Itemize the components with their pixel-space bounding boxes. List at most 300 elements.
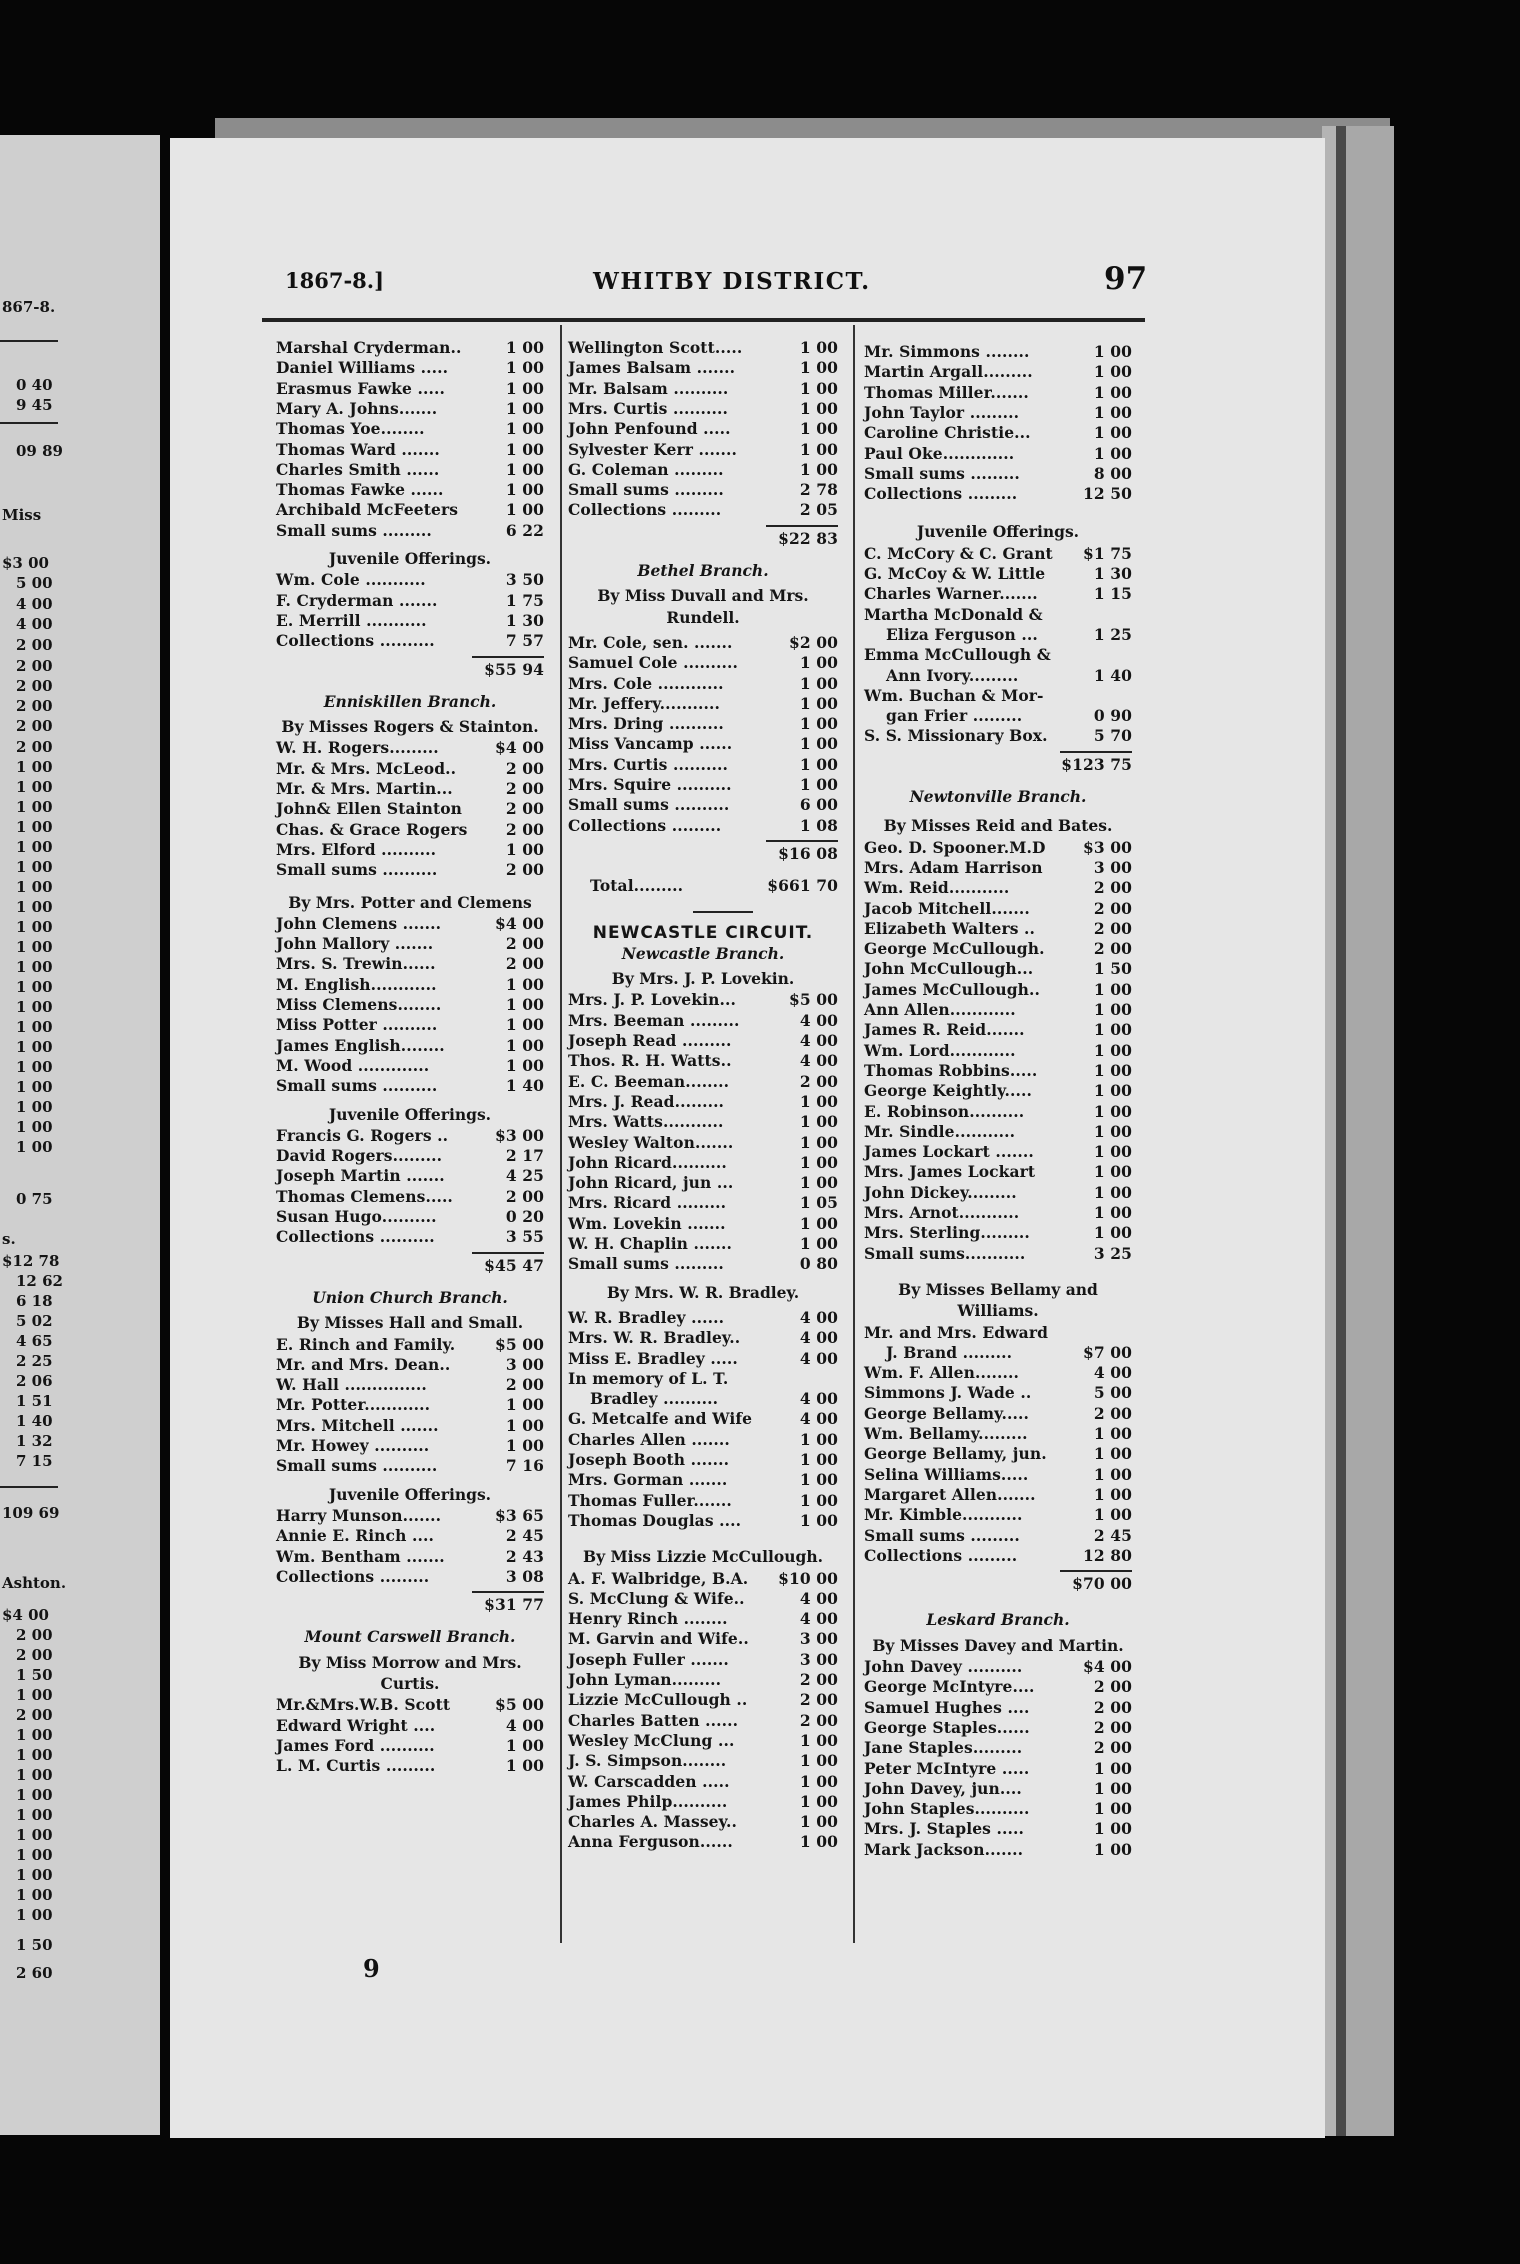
facing-page-fragment-text: 2 00 xyxy=(16,1646,53,1664)
entry-amount: $4 00 xyxy=(1082,1657,1132,1676)
entry-amount: 1 00 xyxy=(799,673,838,693)
entry-amount: 1 00 xyxy=(505,439,544,459)
entry-name: Wm. Reid........... xyxy=(864,878,1010,898)
facing-page-fragment-text: 1 00 xyxy=(16,1746,53,1764)
entry-name: Mr. Potter............ xyxy=(276,1395,431,1415)
facing-page-fragment-text: 0 75 xyxy=(16,1190,53,1208)
entry-name: F. Cryderman ....... xyxy=(276,590,438,610)
entry-amount: 2 00 xyxy=(1093,1677,1132,1697)
entry-amount: 1 00 xyxy=(505,974,544,994)
entry-name: Mrs. Watts........... xyxy=(568,1112,724,1132)
facing-page-fragment-text: $12 78 xyxy=(2,1252,60,1270)
entry-name: W. Hall ............... xyxy=(276,1375,427,1395)
entry-amount: 1 00 xyxy=(1093,1203,1132,1222)
entry-amount: 1 00 xyxy=(505,1395,544,1415)
entry-amount: 1 00 xyxy=(1093,1020,1132,1040)
entry-name: Joseph Martin ....... xyxy=(276,1166,445,1186)
entry-name: Wm. Buchan & Mor- xyxy=(864,685,1044,705)
entry-name: Mrs. J. P. Lovekin... xyxy=(568,990,736,1010)
entry-amount: 1 00 xyxy=(1093,362,1132,382)
total-rule xyxy=(693,911,753,913)
facing-page-fragment-text: 2 00 xyxy=(16,657,53,675)
entry-name: George McIntyre.... xyxy=(864,1677,1035,1697)
entry-name: Susan Hugo.......... xyxy=(276,1207,437,1226)
entry-name: J. S. Simpson........ xyxy=(568,1751,727,1771)
entry-name: Wm. Lord............ xyxy=(864,1040,1016,1060)
entry-name: Wellington Scott..... xyxy=(568,338,743,357)
entry-amount: 1 00 xyxy=(799,1112,838,1132)
section-heading: By Misses Reid and Bates. xyxy=(883,816,1113,836)
entry-amount: 1 00 xyxy=(1093,979,1132,999)
entry-amount: $3 65 xyxy=(494,1505,544,1525)
facing-page-fragment-text: $4 00 xyxy=(2,1606,49,1624)
section-heading: Curtis. xyxy=(380,1674,440,1693)
total-rule xyxy=(472,656,544,658)
entry-name: Thomas Fuller....... xyxy=(568,1490,732,1510)
facing-page-fragment-text: 1 00 xyxy=(16,1058,53,1076)
facing-page-fragment-text: 109 69 xyxy=(2,1504,60,1522)
entry-amount: 1 00 xyxy=(799,1234,838,1253)
facing-page-fragment-text: 1 00 xyxy=(16,1138,53,1156)
entry-name: George McCullough. xyxy=(864,939,1045,959)
facing-page-fragment-text: 1 00 xyxy=(16,758,53,776)
entry-name: C. McCory & C. Grant xyxy=(864,543,1053,563)
total-rule xyxy=(1060,751,1132,753)
facing-page-fragment-text: 5 02 xyxy=(16,1312,53,1330)
circuit-heading: NEWCASTLE CIRCUIT. xyxy=(592,922,814,943)
entry-amount: 8 00 xyxy=(1093,463,1132,483)
entry-amount: 1 00 xyxy=(505,1735,544,1755)
entry-name: Wm. F. Allen........ xyxy=(864,1363,1019,1383)
entry-amount: 4 00 xyxy=(799,1328,838,1348)
entry-name: Mrs. Cole ............ xyxy=(568,673,724,693)
entry-amount: $45 47 xyxy=(484,1255,544,1275)
entry-amount: 3 00 xyxy=(1093,857,1132,877)
facing-page-fragment-text: 1 00 xyxy=(16,1766,53,1784)
entry-name: W. Carscadden ..... xyxy=(568,1771,730,1791)
entry-amount: 2 00 xyxy=(505,1186,544,1206)
entry-amount: 3 00 xyxy=(799,1649,838,1669)
entry-name: J. Brand ......... xyxy=(886,1342,1013,1362)
entry-name: Margaret Allen....... xyxy=(864,1484,1036,1504)
entry-name: Small sums........... xyxy=(864,1243,1026,1263)
entry-name: Martha McDonald & xyxy=(864,604,1043,624)
entry-amount: 1 00 xyxy=(799,1213,838,1233)
entry-amount: 4 00 xyxy=(799,1051,838,1071)
entry-amount: 1 00 xyxy=(799,775,838,794)
entry-name: John Taylor ......... xyxy=(864,402,1020,422)
entry-name: Mrs. Mitchell ....... xyxy=(276,1415,439,1435)
entry-amount: 2 45 xyxy=(1093,1525,1132,1545)
entry-name: George Staples...... xyxy=(864,1717,1030,1737)
entry-amount: 1 00 xyxy=(1093,1819,1132,1839)
entry-amount: 1 00 xyxy=(1093,402,1132,422)
entry-name: Thomas Fawke ...... xyxy=(276,480,444,500)
facing-page-fragment-text: 1 00 xyxy=(16,1846,53,1864)
entry-amount: 1 00 xyxy=(505,358,544,378)
facing-page-fragment-text: 1 00 xyxy=(16,798,53,816)
entry-name: Mr. Simmons ........ xyxy=(864,342,1030,361)
entry-name: Geo. D. Spooner.M.D xyxy=(864,837,1046,857)
entry-amount: 4 00 xyxy=(799,1409,838,1429)
entry-amount: 1 00 xyxy=(1093,1101,1132,1121)
entry-name: Small sums .......... xyxy=(276,1456,438,1476)
entry-amount: 2 00 xyxy=(505,1375,544,1395)
entry-amount: 4 00 xyxy=(505,1715,544,1735)
entry-name: Mr. Sindle........... xyxy=(864,1121,1016,1141)
entry-name: James Philp.......... xyxy=(568,1791,728,1811)
entry-name: Collections .......... xyxy=(276,631,435,651)
entry-amount: 1 00 xyxy=(1093,1799,1132,1819)
facing-page-fragment-text: 1 00 xyxy=(16,1018,53,1036)
entry-name: Simmons J. Wade .. xyxy=(864,1383,1032,1403)
entry-name: James English........ xyxy=(276,1035,445,1055)
entry-amount: 1 00 xyxy=(799,1771,838,1791)
entry-name: Charles Smith ...... xyxy=(276,459,440,479)
entry-name: G. Metcalfe and Wife xyxy=(568,1409,753,1429)
facing-page-fragment-text: 1 00 xyxy=(16,958,53,976)
facing-page-fragment-text: 4 00 xyxy=(16,595,53,613)
entry-amount: 1 00 xyxy=(1093,443,1132,463)
entry-amount: 4 25 xyxy=(505,1166,544,1186)
column-divider xyxy=(560,325,562,1943)
entry-amount: 1 00 xyxy=(1093,1444,1132,1464)
entry-name: Mrs. Curtis .......... xyxy=(568,398,728,418)
header-year: 1867-8.] xyxy=(285,268,385,293)
facing-page-rule xyxy=(0,1486,58,1488)
entry-name: Mrs. Beeman ......... xyxy=(568,1010,740,1030)
entry-name: Mr. and Mrs. Edward xyxy=(864,1322,1049,1342)
page-title: WHITBY DISTRICT. xyxy=(593,268,871,295)
entry-name: Wm. Bellamy......... xyxy=(864,1424,1028,1443)
facing-page-fragment-text: 1 00 xyxy=(16,1726,53,1744)
entry-name: James McCullough.. xyxy=(864,979,1041,999)
facing-page-fragment-text: 1 00 xyxy=(16,1826,53,1844)
total-rule xyxy=(766,840,838,842)
entry-amount: 7 16 xyxy=(505,1456,544,1476)
entry-amount: 1 30 xyxy=(1093,564,1132,583)
entry-name: Wesley McClung ... xyxy=(568,1730,735,1750)
entry-name: Anna Ferguson...... xyxy=(568,1832,733,1852)
facing-page-fragment-text: 1 50 xyxy=(16,1936,53,1954)
entry-amount: 1 00 xyxy=(505,500,544,520)
entry-name: Mrs. Adam Harrison xyxy=(864,857,1043,877)
entry-name: John Penfound ..... xyxy=(568,419,731,439)
entry-amount: 1 00 xyxy=(1093,1484,1132,1504)
entry-name: Mrs. Ricard ......... xyxy=(568,1193,727,1213)
section-heading: Williams. xyxy=(957,1301,1039,1321)
entry-amount: $3 00 xyxy=(1082,837,1132,857)
entry-amount: 1 00 xyxy=(505,1756,544,1776)
entry-name: Collections ......... xyxy=(568,815,722,835)
entry-amount: 1 00 xyxy=(1093,342,1132,361)
entry-amount: 1 15 xyxy=(1093,584,1132,604)
entry-amount: 2 00 xyxy=(1093,898,1132,918)
entry-amount: 2 00 xyxy=(505,860,544,880)
entry-amount: 2 00 xyxy=(1093,1717,1132,1737)
entry-name: Mr.&Mrs.W.B. Scott xyxy=(276,1695,451,1715)
entry-amount: 2 17 xyxy=(505,1146,544,1166)
section-heading: Juvenile Offerings. xyxy=(916,522,1080,542)
section-heading: By Misses Hall and Small. xyxy=(296,1313,524,1333)
entry-name: Small sums ......... xyxy=(568,480,724,500)
section-heading: Juvenile Offerings. xyxy=(328,549,492,568)
facing-page-fragment-text: 867-8. xyxy=(2,298,56,316)
entry-name: Mr. and Mrs. Dean.. xyxy=(276,1354,451,1374)
entry-name: Caroline Christie... xyxy=(864,423,1031,443)
entry-name: Marshal Cryderman.. xyxy=(276,338,462,357)
entry-name: Edward Wright .... xyxy=(276,1715,436,1735)
entry-amount: 2 78 xyxy=(799,480,838,500)
entry-name: James Balsam ....... xyxy=(568,358,736,378)
entry-name: Ann Allen............ xyxy=(864,1000,1016,1019)
entry-name: W. R. Bradley ...... xyxy=(568,1307,725,1327)
entry-name: Small sums .......... xyxy=(568,795,730,815)
entry-amount: $4 00 xyxy=(494,913,544,933)
facing-page-fragment-text: 1 00 xyxy=(16,1686,53,1704)
branch-heading: Leskard Branch. xyxy=(926,1610,1070,1630)
entry-amount: 0 80 xyxy=(799,1254,838,1274)
entry-name: M. Wood ............. xyxy=(276,1055,430,1075)
branch-heading: Newtonville Branch. xyxy=(909,787,1087,806)
entry-name: Archibald McFeeters xyxy=(276,500,459,520)
entry-name: E. Robinson.......... xyxy=(864,1101,1025,1121)
entry-amount: 12 50 xyxy=(1082,484,1132,504)
entry-amount: 1 00 xyxy=(1093,382,1132,402)
facing-page-fragment-text: 1 00 xyxy=(16,878,53,896)
entry-amount: 4 00 xyxy=(1093,1363,1132,1383)
entry-name: W. H. Rogers......... xyxy=(276,738,439,758)
entry-amount: 2 00 xyxy=(799,1670,838,1689)
entry-name: Joseph Booth ....... xyxy=(568,1450,730,1469)
facing-page-fragment-text: 2 60 xyxy=(16,1964,53,1982)
entry-amount: 2 00 xyxy=(505,934,544,954)
entry-name: Thomas Clemens..... xyxy=(276,1186,453,1206)
entry-name: Lizzie McCullough .. xyxy=(568,1690,748,1710)
entry-name: Collections ......... xyxy=(864,1545,1018,1565)
entry-name: Martin Argall......... xyxy=(864,362,1033,382)
entry-amount: 1 00 xyxy=(799,1490,838,1510)
entry-amount: 1 00 xyxy=(1093,1505,1132,1525)
total-rule xyxy=(766,525,838,527)
entry-amount: 1 00 xyxy=(1093,1182,1132,1202)
entry-name: Samuel Hughes .... xyxy=(864,1697,1030,1717)
facing-page-fragment-text: 1 00 xyxy=(16,778,53,796)
entry-amount: 1 00 xyxy=(799,1173,838,1193)
entry-name: Thomas Ward ....... xyxy=(276,439,440,459)
entry-amount: 4 00 xyxy=(799,1389,838,1409)
entry-name: Small sums .......... xyxy=(276,1076,438,1096)
entry-name: George Keightly..... xyxy=(864,1081,1032,1101)
entry-amount: 1 08 xyxy=(799,815,838,835)
entry-amount: 7 57 xyxy=(505,631,544,651)
entry-amount: 1 00 xyxy=(799,439,838,459)
facing-page-fragment-text: 1 00 xyxy=(16,838,53,856)
entry-amount: 4 00 xyxy=(799,1031,838,1050)
facing-page-fragment-text: 4 00 xyxy=(16,615,53,633)
entry-amount: 1 00 xyxy=(799,754,838,774)
section-heading: By Miss Lizzie McCullough. xyxy=(582,1547,824,1567)
entry-amount: 1 00 xyxy=(505,1035,544,1055)
facing-page-fragment-text: 2 00 xyxy=(16,677,53,695)
entry-name: Mr. Howey .......... xyxy=(276,1436,430,1455)
entry-name: Jacob Mitchell....... xyxy=(864,898,1030,918)
facing-page-fragment-text: 2 00 xyxy=(16,717,53,735)
entry-amount: 2 00 xyxy=(505,779,544,798)
section-heading: By Mrs. W. R. Bradley. xyxy=(606,1282,800,1302)
entry-amount: 1 00 xyxy=(1093,1121,1132,1141)
entry-amount: 1 00 xyxy=(505,480,544,500)
facing-page-fragment-text: Ashton. xyxy=(2,1574,67,1592)
entry-name: Mrs. James Lockart xyxy=(864,1162,1036,1182)
entry-amount: 1 00 xyxy=(1093,1081,1132,1101)
entry-amount: 1 00 xyxy=(799,1510,838,1530)
entry-name: Joseph Fuller ....... xyxy=(568,1649,729,1669)
facing-page-fragment-text: 2 06 xyxy=(16,1372,53,1390)
entry-amount: 2 00 xyxy=(799,1710,838,1730)
entry-name: John Clemens ....... xyxy=(276,913,442,933)
facing-page-fragment-text: 2 00 xyxy=(16,738,53,756)
entry-name: Mr. Cole, sen. ....... xyxy=(568,632,733,652)
entry-name: Mrs. Curtis .......... xyxy=(568,754,728,774)
entry-amount: $55 94 xyxy=(484,659,544,679)
facing-page-fragment-text: 1 00 xyxy=(16,938,53,956)
facing-page-fragment-text: 2 25 xyxy=(16,1352,53,1370)
entry-amount: 1 00 xyxy=(799,1450,838,1469)
entry-name: gan Frier ......... xyxy=(886,706,1023,726)
entry-name: John Dickey......... xyxy=(864,1182,1017,1202)
total-rule xyxy=(472,1252,544,1254)
entry-amount: $1 75 xyxy=(1082,543,1132,563)
entry-name: Small sums ......... xyxy=(864,463,1020,483)
entry-amount: 2 00 xyxy=(1093,1403,1132,1423)
entry-amount: 1 00 xyxy=(799,378,838,398)
entry-name: Mrs. W. R. Bradley.. xyxy=(568,1328,741,1348)
entry-amount: 4 00 xyxy=(799,1588,838,1608)
entry-name: Collections ......... xyxy=(276,1566,430,1586)
entry-amount: 1 00 xyxy=(799,338,838,357)
entry-amount: 2 00 xyxy=(1093,1697,1132,1717)
entry-amount: 1 00 xyxy=(1093,1000,1132,1019)
entry-name: James R. Reid....... xyxy=(864,1020,1025,1040)
entry-name: A. F. Walbridge, B.A. xyxy=(568,1568,749,1588)
entry-amount: 1 00 xyxy=(505,378,544,398)
section-heading: Rundell. xyxy=(666,607,740,627)
entry-name: Mrs. Dring .......... xyxy=(568,714,724,734)
entry-amount: 1 00 xyxy=(1093,1839,1132,1859)
facing-page-fragment-text: Miss xyxy=(2,506,42,524)
facing-page-fragment-text: 1 00 xyxy=(16,1906,53,1924)
entry-name: Mrs. Squire .......... xyxy=(568,775,732,794)
section-heading: By Misses Davey and Martin. xyxy=(872,1635,1124,1655)
entry-amount: $7 00 xyxy=(1082,1342,1132,1362)
entry-name: Collections ......... xyxy=(864,484,1018,504)
entry-amount: $22 83 xyxy=(778,528,838,548)
branch-heading: Newcastle Branch. xyxy=(621,943,785,963)
entry-name: John Davey, jun.... xyxy=(864,1778,1022,1798)
entry-name: Elizabeth Walters .. xyxy=(864,918,1036,938)
entry-name: Paul Oke............. xyxy=(864,443,1015,463)
entry-amount: 1 75 xyxy=(505,590,544,610)
entry-name: Mrs. Elford .......... xyxy=(276,839,437,859)
entry-amount: 2 00 xyxy=(505,954,544,974)
book-top-edge xyxy=(215,118,1390,140)
entry-amount: 1 00 xyxy=(1093,1758,1132,1778)
section-heading: By Mrs. Potter and Clemens xyxy=(288,892,532,912)
entry-name: Ann Ivory......... xyxy=(886,665,1019,685)
entry-name: L. M. Curtis ......... xyxy=(276,1756,436,1776)
entry-amount: 2 00 xyxy=(505,819,544,839)
entry-amount: 1 00 xyxy=(799,1832,838,1852)
entry-name: E. Merrill ........... xyxy=(276,610,427,630)
entry-amount: 5 00 xyxy=(1093,1383,1132,1403)
entry-name: Thomas Douglas .... xyxy=(568,1510,742,1530)
entry-amount: 1 00 xyxy=(505,1015,544,1035)
entry-amount: 1 00 xyxy=(505,419,544,439)
entry-name: Emma McCullough & xyxy=(864,645,1051,665)
entry-amount: 3 00 xyxy=(799,1629,838,1649)
entry-name: Chas. & Grace Rogers xyxy=(276,819,468,839)
facing-page-fragment-text: 1 50 xyxy=(16,1666,53,1684)
branch-heading: Enniskillen Branch. xyxy=(323,691,497,711)
section-heading: Juvenile Offerings. xyxy=(328,1484,492,1504)
entry-amount: 1 00 xyxy=(799,1091,838,1111)
entry-name: George Bellamy, jun. xyxy=(864,1444,1047,1464)
entry-amount: 1 00 xyxy=(1093,1040,1132,1060)
facing-page-fragment-text: 1 00 xyxy=(16,918,53,936)
facing-page-fragment-text: 1 00 xyxy=(16,1118,53,1136)
entry-name: Eliza Ferguson ... xyxy=(886,624,1038,644)
facing-page-fragment-text: $3 00 xyxy=(2,554,49,572)
entry-amount: 1 00 xyxy=(799,1132,838,1152)
facing-page-fragment-text: 0 40 xyxy=(16,376,53,394)
entry-name: Mr. & Mrs. Martin... xyxy=(276,779,453,798)
signature-mark: 9 xyxy=(363,1954,380,1983)
entry-name: Daniel Williams ..... xyxy=(276,358,449,378)
facing-page-fragment-text: 2 00 xyxy=(16,636,53,654)
facing-page-fragment-text: 2 00 xyxy=(16,1706,53,1724)
entry-name: Joseph Read ......... xyxy=(568,1031,732,1050)
entry-name: W. H. Chaplin ....... xyxy=(568,1234,733,1253)
facing-page-fragment-text: 1 00 xyxy=(16,1806,53,1824)
facing-page-fragment-text: 1 00 xyxy=(16,818,53,836)
entry-amount: 1 00 xyxy=(505,995,544,1014)
facing-page-fragment-text: 09 89 xyxy=(16,442,63,460)
entry-name: Wesley Walton....... xyxy=(568,1132,734,1152)
facing-page-fragment-text: 5 00 xyxy=(16,574,53,592)
entry-amount: 1 40 xyxy=(505,1076,544,1096)
total-rule xyxy=(472,1591,544,1593)
entry-amount: 6 00 xyxy=(799,795,838,815)
facing-page-fragment-text: 1 51 xyxy=(16,1392,53,1410)
entry-name: Samuel Cole .......... xyxy=(568,653,739,673)
entry-name: John& Ellen Stainton xyxy=(276,799,463,819)
entry-amount: $3 00 xyxy=(494,1125,544,1145)
entry-amount: 1 25 xyxy=(1093,624,1132,644)
entry-name: Thos. R. H. Watts.. xyxy=(568,1051,732,1071)
entry-amount: 1 00 xyxy=(799,1730,838,1750)
page-stack xyxy=(1346,126,1394,2136)
entry-amount: $5 00 xyxy=(494,1695,544,1715)
section-heading: Juvenile Offerings. xyxy=(328,1104,492,1124)
entry-amount: 0 90 xyxy=(1093,706,1132,726)
entry-name: Mr. Balsam .......... xyxy=(568,378,729,398)
entry-name: John Davey .......... xyxy=(864,1657,1023,1676)
entry-name: Bradley .......... xyxy=(590,1389,719,1409)
entry-name: Jane Staples......... xyxy=(864,1738,1023,1758)
entry-amount: 1 00 xyxy=(799,1429,838,1449)
entry-amount: 2 00 xyxy=(1093,878,1132,898)
